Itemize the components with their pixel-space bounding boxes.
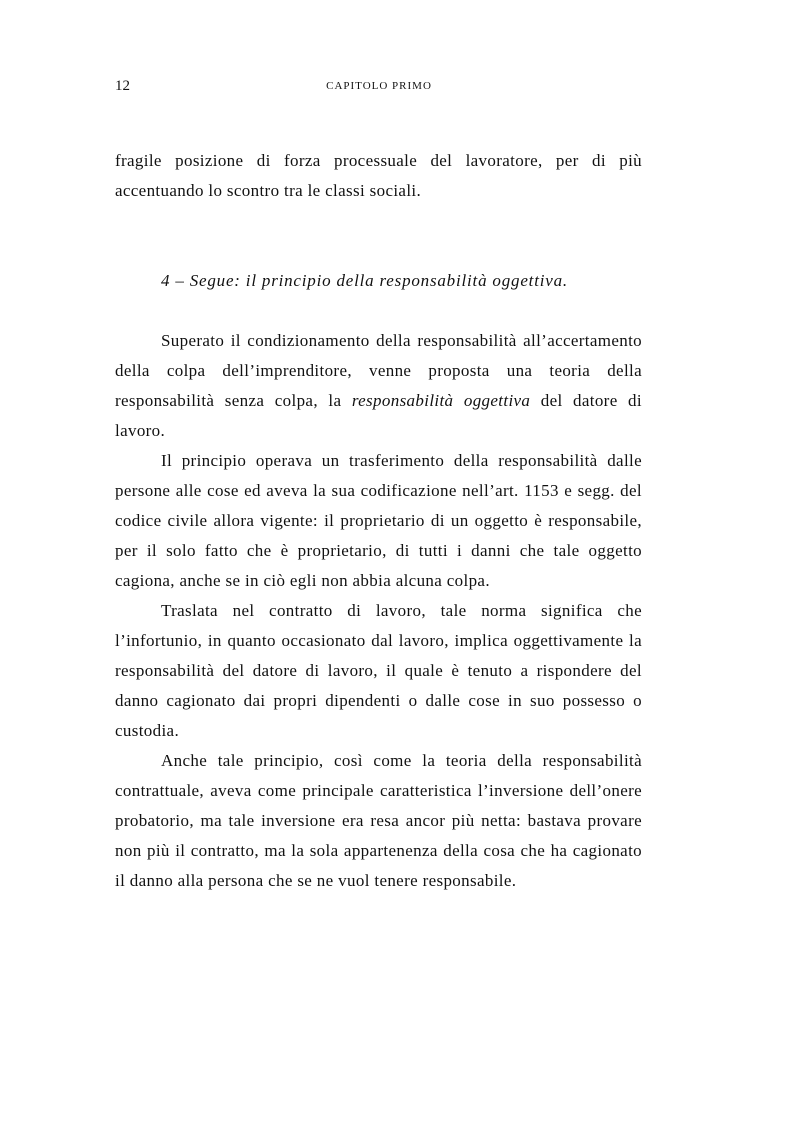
paragraph-3: Traslata nel contratto di lavoro, tale norma significa che l’infortunio, in quanto occasionato dal lavoro, implica oggettivamente la responsabilità del datore di lavoro, il quale è tenuto a rispondere del danno cagionato dai propri dipendenti o dalle cose in suo possesso o custodia.: [115, 601, 642, 740]
running-title: CAPITOLO PRIMO: [326, 80, 432, 92]
page-number: 12: [115, 78, 130, 94]
section-heading: 4 – Segue: il principio della responsabilità oggettiva.: [161, 271, 568, 290]
spacer: [115, 206, 642, 266]
paragraph-4: Anche tale principio, così come la teoria della responsabilità contrattuale, aveva come principale caratteristica l’inversione dell’onere probatorio, ma tale inversione era resa ancor più netta: bastava provare non più il contratto, ma la sola appartenenza della cosa che ha cagionato il danno alla persona che se ne vuol tenere responsabile.: [115, 751, 642, 890]
continuation-paragraph: fragile posizione di forza processuale del lavoratore, per di più accentuando lo scontro tra le classi sociali.: [115, 151, 642, 200]
page-body: [115, 146, 642, 896]
paragraph-2: Il principio operava un trasferimento della responsabilità dalle persone alle cose ed aveva la sua codificazione nell’art. 1153 e segg. del codice civile allora vigente: il proprietario di un oggetto è responsabile, per il solo fatto che è proprietario, di tutti i danni che tale oggetto cagiona, anche se in ciò egli non abbia alcuna colpa.: [115, 451, 642, 590]
spacer: [115, 296, 642, 326]
page-header: [115, 76, 643, 96]
paragraph-1-italic-term: responsabilità oggettiva: [351, 391, 531, 410]
paragraph-1-text-end: del datore di lavoro.: [115, 391, 642, 440]
paragraph-1: [115, 326, 642, 446]
paragraph-1-text-start: Superato il condizionamento della responsabilità all’accertamento della colpa dell’imprenditore, venne proposta una teoria della responsabilità senza colpa, la: [115, 331, 642, 410]
